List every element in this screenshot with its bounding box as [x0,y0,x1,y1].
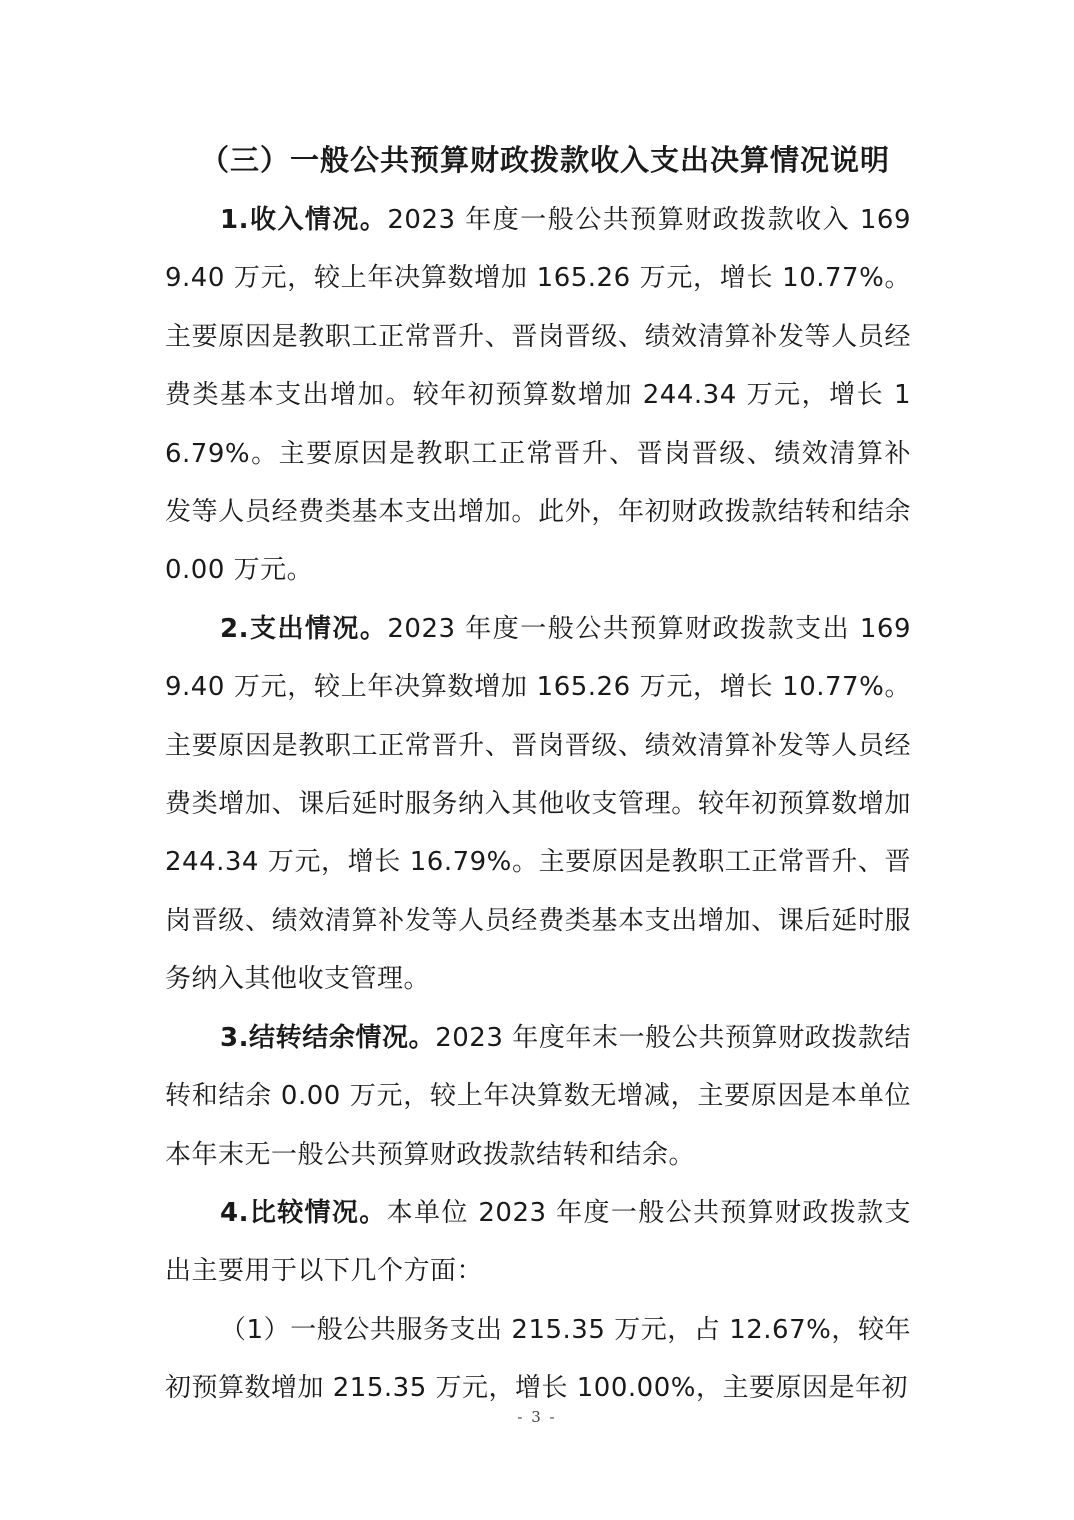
paragraph-income [165,191,911,600]
paragraph-lead: 2.支出情况。 [220,613,388,644]
paragraph-text: 本单位 2023 年度一般公共预算财政拨款支出主要用于以下几个方面： [165,1197,911,1287]
paragraph-text: 2023 年度一般公共预算财政拨款支出 1699.40 万元，较上年决算数增加 165.26 万元，增长 10.77%。主要原因是教职工正常晋升、晋岗晋级、绩效清算补发等人员经费类增加、课后延时服务纳入其他收支管理。较年初预算数增加 244.34 万元，增长 16.79%。主要原因是教职工正常晋升、晋岗晋级、绩效清算补发等人员经费类基本支出增加、课后延时服务纳入其他收支管理。 [165,613,911,995]
paragraph-text: 2023 年度一般公共预算财政拨款收入 1699.40 万元，较上年决算数增加 165.26 万元，增长 10.77%。主要原因是教职工正常晋升、晋岗晋级、绩效清算补发等人员经费类基本支出增加。较年初预算数增加 244.34 万元，增长 16.79%。主要原因是教职工正常晋升、晋岗晋级、绩效清算补发等人员经费类基本支出增加。此外，年初财政拨款结转和结余 0.00 万元。 [165,205,911,586]
paragraph-expenditure [165,600,911,1009]
section-heading: （三）一般公共预算财政拨款收入支出决算情况说明 [199,143,890,177]
paragraph-lead: 4.比较情况。 [220,1197,387,1228]
body-text [165,191,911,1418]
paragraph-lead: 3.结转结余情况。 [220,1022,436,1053]
paragraph-text: （1）一般公共服务支出 215.35 万元，占 12.67%，较年初预算数增加 215.35 万元，增长 100.00%，主要原因是年初 [165,1314,911,1404]
paragraph-carryover [165,1009,911,1184]
paragraph-comparison [165,1184,911,1301]
paragraph-text: 2023 年度年末一般公共预算财政拨款结转和结余 0.00 万元，较上年决算数无增减，主要原因是本单位本年末无一般公共预算财政拨款结转和结余。 [165,1022,912,1170]
paragraph-lead: 1.收入情况。 [220,205,388,235]
page-number: - 3 - [517,1408,557,1426]
paragraph-general-services [165,1301,911,1418]
